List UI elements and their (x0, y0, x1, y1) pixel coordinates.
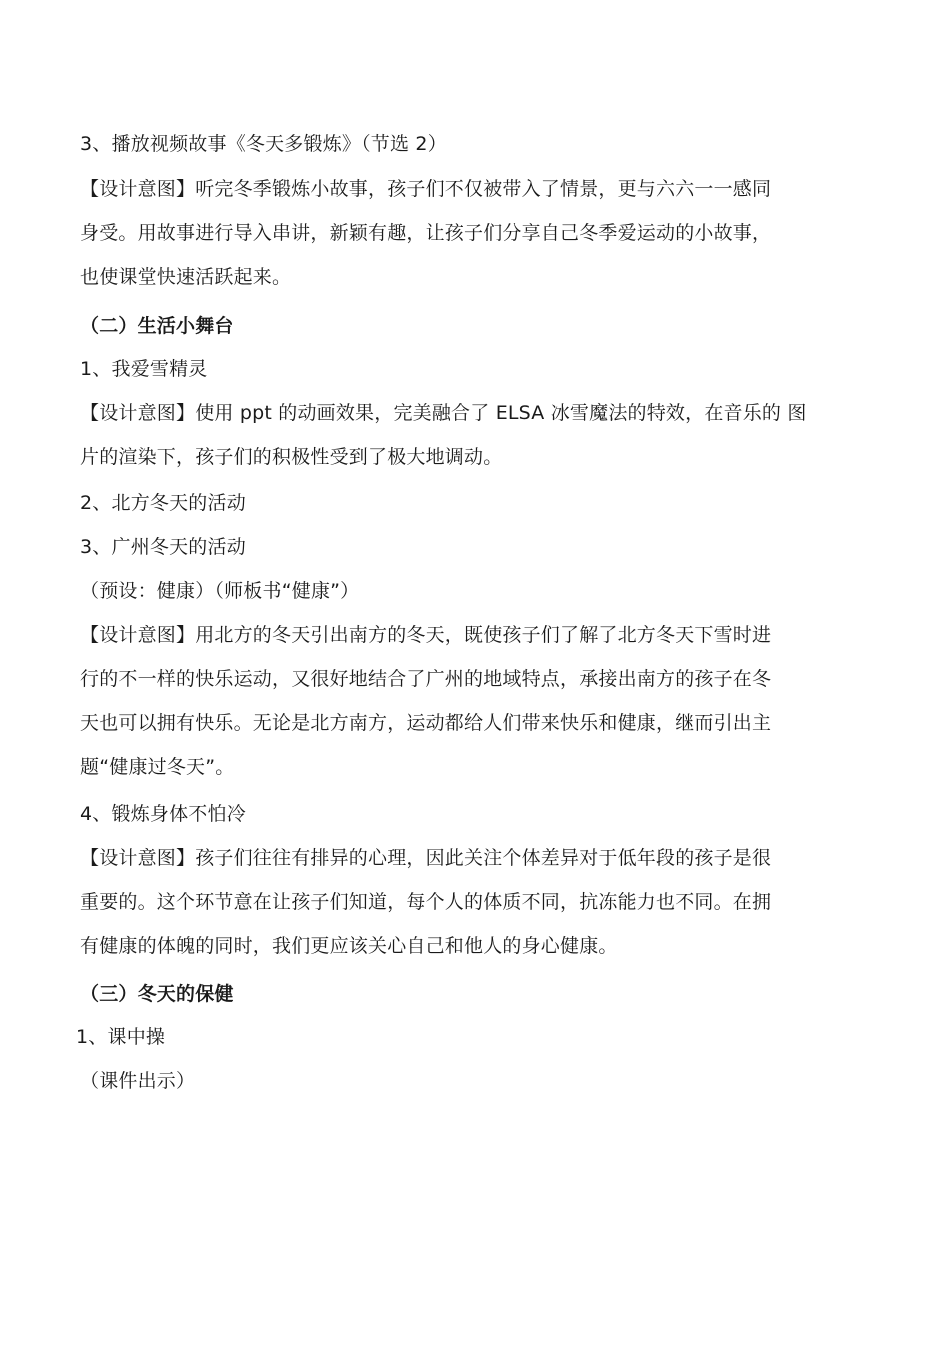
item-exercise-cold: 4、锻炼身体不怕冷 (80, 803, 246, 825)
section-heading-winter-health: （三）冬天的保健 (80, 983, 234, 1005)
design-intent-4-line-3: 有健康的体魄的同时，我们更应该关心自己和他人的身心健康。 (80, 935, 618, 957)
design-intent-3-line-1: 【设计意图】用北方的冬天引出南方的冬天，既使孩子们了解了北方冬天下雪时进 (80, 624, 772, 646)
design-intent-2-line-2: 片的渲染下，孩子们的积极性受到了极大地调动。 (80, 446, 503, 468)
design-intent-3-line-4: 题“健康过冬天”。 (80, 756, 235, 778)
section-heading-life-stage: （二）生活小舞台 (80, 315, 234, 337)
design-intent-1-line-1: 【设计意图】听完冬季锻炼小故事，孩子们不仅被带入了情景，更与六六一一感同 (80, 178, 772, 200)
design-intent-2-line-1: 【设计意图】使用 ppt 的动画效果，完美融合了 ELSA 冰雪魔法的特效，在音乐的 图 (80, 402, 807, 424)
item-north-winter: 2、北方冬天的活动 (80, 492, 246, 514)
preset-note: （预设：健康）（师板书“健康”） (80, 580, 360, 602)
item-video-story: 3、播放视频故事《冬天多锻炼》（节选 2） (80, 133, 447, 155)
design-intent-1-line-2: 身受。用故事进行导入串讲，新颖有趣，让孩子们分享自己冬季爱运动的小故事， (80, 222, 772, 244)
design-intent-4-line-2: 重要的。这个环节意在让孩子们知道，每个人的体质不同，抗冻能力也不同。在拥 (80, 891, 772, 913)
item-guangzhou-winter: 3、广州冬天的活动 (80, 536, 246, 558)
design-intent-3-line-2: 行的不一样的快乐运动，又很好地结合了广州的地域特点，承接出南方的孩子在冬 (80, 668, 772, 690)
design-intent-1-line-3: 也使课堂快速活跃起来。 (80, 266, 292, 288)
item-snow-spirit: 1、我爱雪精灵 (80, 358, 208, 380)
design-intent-4-line-1: 【设计意图】孩子们往往有排异的心理，因此关注个体差异对于低年段的孩子是很 (80, 847, 772, 869)
item-class-exercise: 1、课中操 (76, 1026, 166, 1048)
courseware-note: （课件出示） (80, 1070, 196, 1092)
design-intent-3-line-3: 天也可以拥有快乐。无论是北方南方，运动都给人们带来快乐和健康，继而引出主 (80, 712, 772, 734)
